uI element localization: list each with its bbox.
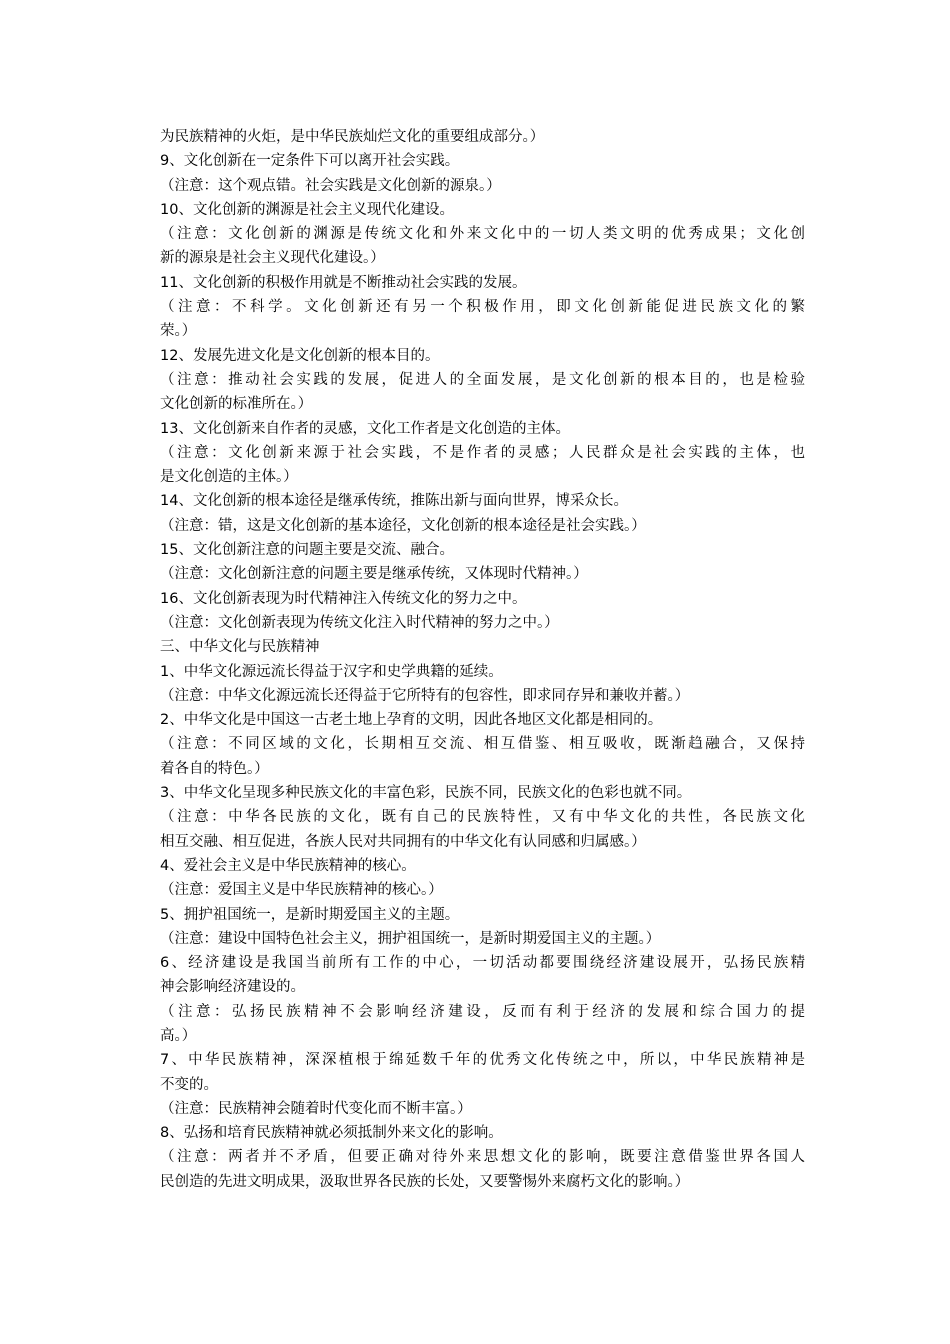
question-line: 神会影响经济建设的。 (160, 979, 305, 996)
question-line: 1、中华文化源远流长得益于汉字和史学典籍的延续。 (160, 663, 503, 680)
note-line: （注意：爱国主义是中华民族精神的核心。） (160, 882, 443, 899)
note-line: （注意：两者并不矛盾，但要正确对待外来思想文化的影响，既要注意借鉴世界各国人 (160, 1149, 805, 1166)
question-line: 7、中华民族精神，深深植根于绵延数千年的优秀文化传统之中，所以，中华民族精神是 (160, 1052, 805, 1069)
note-line: 是文化创造的主体。） (160, 469, 298, 486)
note-line: （注意：中华文化源远流长还得益于它所特有的包容性，即求同存异和兼收并蓄。） (160, 687, 690, 704)
section-heading: 三、中华文化与民族精神 (160, 639, 320, 656)
note-line: 高。） (160, 1027, 197, 1044)
question-line: 11、文化创新的积极作用就是不断推动社会实践的发展。 (160, 274, 527, 291)
question-line: 不变的。 (160, 1076, 218, 1093)
note-line: （注意：不同区域的文化，长期相互交流、相互借鉴、相互吸收，既渐趋融合，又保持 (160, 736, 805, 753)
note-line: （注意：错，这是文化创新的基本途径，文化创新的根本途径是社会实践。） (160, 517, 646, 534)
text-line: 为民族精神的火炬，是中华民族灿烂文化的重要组成部分。） (160, 129, 545, 145)
question-line: 15、文化创新注意的问题主要是交流、融合。 (160, 542, 454, 559)
note-line: （注意：弘扬民族精神不会影响经济建设，反而有利于经济的发展和综合国力的提 (160, 1003, 805, 1020)
note-line: （注意：民族精神会随着时代变化而不断丰富。） (160, 1100, 472, 1117)
note-line: （注意：不科学。文化创新还有另一个积极作用，即文化创新能促进民族文化的繁 (160, 299, 805, 316)
note-line: 相互交融、相互促进，各族人民对共同拥有的中华文化有认同感和归属感。） (160, 833, 646, 850)
note-line: （注意：建设中国特色社会主义，拥护祖国统一，是新时期爱国主义的主题。） (160, 930, 661, 947)
note-line: （注意：这个观点错。社会实践是文化创新的源泉。） (160, 177, 501, 194)
question-line: 10、文化创新的渊源是社会主义现代化建设。 (160, 201, 454, 218)
question-line: 5、拥护祖国统一，是新时期爱国主义的主题。 (160, 906, 460, 923)
question-line: 9、文化创新在一定条件下可以离开社会实践。 (160, 153, 460, 170)
question-line: 16、文化创新表现为时代精神注入传统文化的努力之中。 (160, 590, 527, 607)
note-line: （注意：推动社会实践的发展，促进人的全面发展，是文化创新的根本目的，也是检验 (160, 371, 805, 388)
question-line: 4、爱社会主义是中华民族精神的核心。 (160, 857, 416, 874)
note-line: （注意：中华各民族的文化，既有自己的民族特性，又有中华文化的共性，各民族文化 (160, 809, 805, 826)
question-line: 6、经济建设是我国当前所有工作的中心，一切活动都要围绕经济建设展开，弘扬民族精 (160, 955, 805, 972)
note-line: 民创造的先进文明成果，汲取世界各民族的长处，又要警惕外来腐朽文化的影响。） (160, 1173, 690, 1190)
question-line: 8、弘扬和培育民族精神就必须抵制外来文化的影响。 (160, 1125, 503, 1142)
note-line: （注意：文化创新表现为传统文化注入时代精神的努力之中。） (160, 614, 559, 631)
question-line: 3、中华文化呈现多种民族文化的丰富色彩，民族不同，民族文化的色彩也就不同。 (160, 785, 692, 802)
note-line: （注意：文化创新注意的问题主要是继承传统，又体现时代精神。） (160, 566, 588, 583)
note-line: 荣。） (160, 323, 197, 340)
question-line: 12、发展先进文化是文化创新的根本目的。 (160, 347, 440, 364)
note-line: 文化创新的标准所在。） (160, 396, 313, 413)
question-line: 14、文化创新的根本途径是继承传统，推陈出新与面向世界，博采众长。 (160, 493, 628, 510)
question-line: 13、文化创新来自作者的灵感，文化工作者是文化创造的主体。 (160, 420, 570, 437)
note-line: 新的源泉是社会主义现代化建设。） (160, 250, 385, 267)
note-line: （注意：文化创新的渊源是传统文化和外来文化中的一切人类文明的优秀成果；文化创 (160, 226, 805, 243)
note-line: （注意：文化创新来源于社会实践，不是作者的灵感；人民群众是社会实践的主体，也 (160, 444, 805, 461)
document-page (160, 125, 805, 1194)
note-line: 着各自的特色。） (160, 760, 269, 777)
question-line: 2、中华文化是中国这一古老土地上孕育的文明，因此各地区文化都是相同的。 (160, 712, 663, 729)
